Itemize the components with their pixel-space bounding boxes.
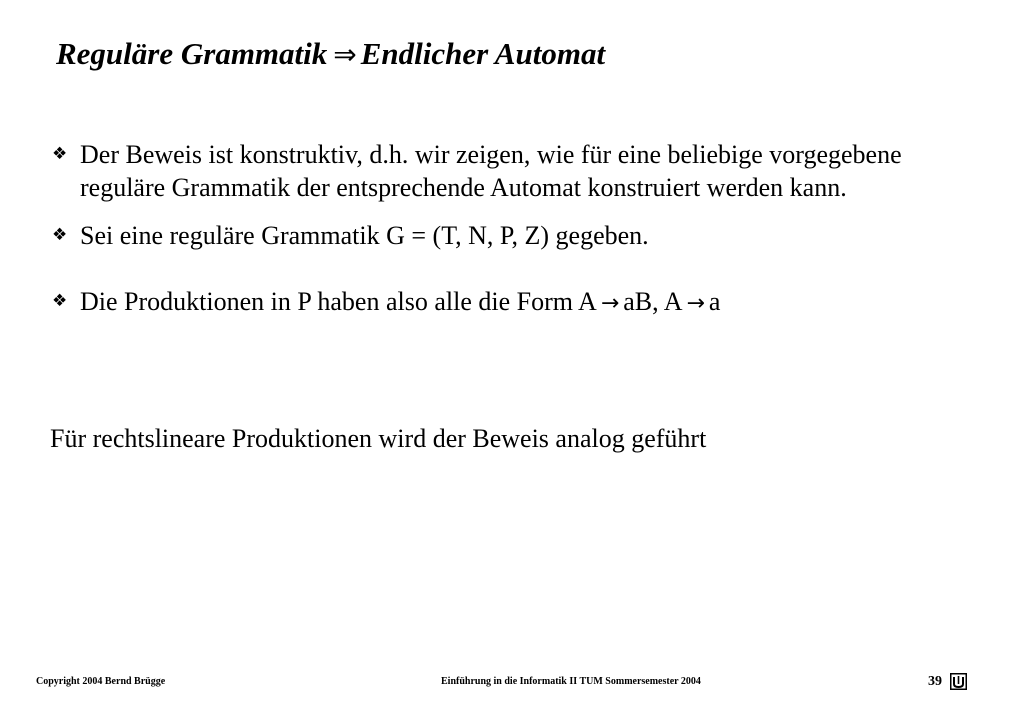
title-right: Endlicher Automat [360,36,606,71]
right-arrow-icon: → [686,291,705,316]
bullet-text-productions-middle: aB, A [623,287,683,316]
footer-copyright: Copyright 2004 Bernd Brügge [36,676,166,687]
bullet-text-productions-suffix: a [708,287,721,316]
bullet-item-productions [50,285,950,320]
diamond-bullet-icon: ❖ [52,225,68,245]
title-left: Reguläre Grammatik [56,36,328,71]
bullet-item-grammar [50,219,950,252]
right-arrow-icon: → [600,291,620,316]
diamond-bullet-icon: ❖ [52,291,68,311]
bullet-text-productions-prefix: Die Produktionen in P haben also alle die Form A [80,287,597,316]
bullet-text-proof: Der Beweis ist konstruktiv, d.h. wir zeigen, wie für eine beliebige vorgegebene reguläre Grammatik der entsprechende Automat konstruiert werden kann. [80,140,902,202]
page-number: 39 [928,674,942,689]
bullet-item-proof [50,138,950,204]
plain-statement: Für rechtslineare Produktionen wird der Beweis analog geführt [50,424,707,453]
tum-logo-icon [950,673,967,690]
slide-title [56,36,605,72]
diamond-bullet-icon: ❖ [52,144,68,164]
bullet-text-grammar: Sei eine reguläre Grammatik G = (T, N, P, Z) gegeben. [80,221,649,250]
footer-course: Einführung in die Informatik II TUM Sommersemester 2004 [441,676,701,687]
bullet-list [50,138,950,320]
implies-arrow-icon: ⇒ [333,38,357,71]
